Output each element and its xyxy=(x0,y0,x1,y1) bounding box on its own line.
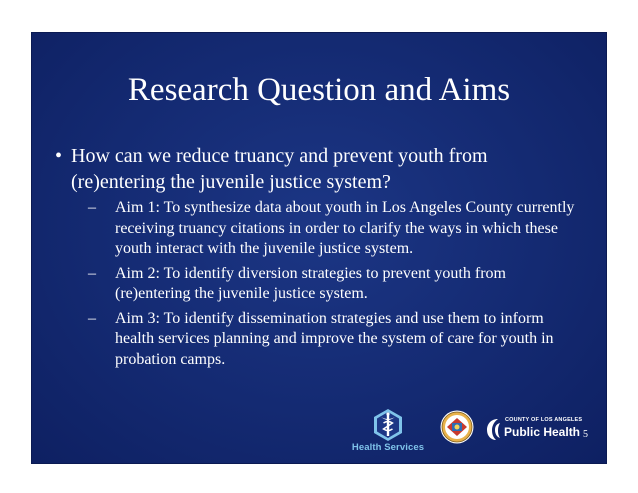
slide-title: Research Question and Aims xyxy=(127,72,511,108)
aim-2-text: Aim 2: To identify diversion strategies to prevent youth from (re)entering the juvenile justice system. xyxy=(115,264,506,302)
public-health-mark-icon xyxy=(485,417,503,441)
aim-1-text: Aim 1: To synthesize data about youth in Los Angeles County currently receiving truancy citations in order to clarify the ways in which these youth interact with the juvenile justice system. xyxy=(115,199,575,257)
dash-marker: – xyxy=(88,264,96,282)
aims-list xyxy=(88,198,579,374)
dash-marker: – xyxy=(88,199,96,216)
health-services-label: Health Services xyxy=(351,442,425,453)
public-health-logo xyxy=(485,415,587,445)
page-number: 5 xyxy=(583,429,588,440)
aim-item xyxy=(88,309,579,371)
slide xyxy=(32,33,606,463)
aim-item xyxy=(88,264,579,305)
aim-item xyxy=(88,198,579,260)
county-seal-icon xyxy=(440,410,474,444)
main-bullet xyxy=(55,143,585,195)
public-health-county-label: COUNTY OF LOS ANGELES xyxy=(505,417,583,423)
bullet-marker: • xyxy=(55,145,63,167)
aim-3-text: Aim 3: To identify dissemination strategies and use them to inform health services planning and improve the system of care for youth in probation camps. xyxy=(115,309,554,368)
main-bullet-text: How can we reduce truancy and prevent youth from (re)entering the juvenile justice system? xyxy=(71,145,488,193)
health-services-logo xyxy=(344,408,432,456)
caduceus-icon xyxy=(344,408,432,442)
dash-marker: – xyxy=(88,309,96,327)
public-health-label: Public Health xyxy=(504,425,581,439)
logo-strip xyxy=(32,408,606,458)
county-seal-logo xyxy=(440,410,474,444)
